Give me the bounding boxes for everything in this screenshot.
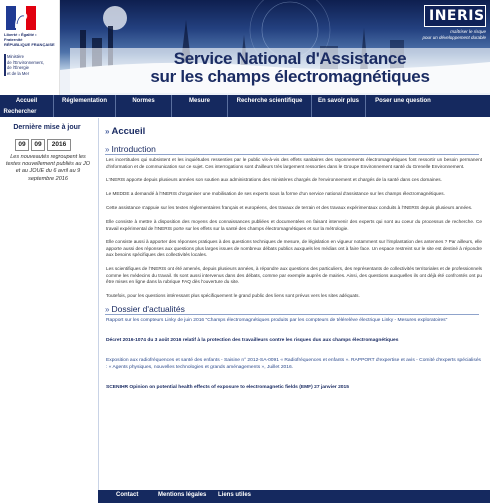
page-title-text: Accueil: [111, 126, 146, 137]
double-chevron-icon: »: [105, 127, 110, 136]
ministry-line: Ministère: [7, 54, 24, 59]
intro-paragraph: Les scientifiques de l'INERIS ont été amenés, depuis plusieurs années, à répondre aux questions des particuliers, des représentants de collectivités territoriales et de professionnels comme les médecins du travail. Ils sont aussi intervenus dans des débats, comme par exemple auprès de mairies. Ainsi, des questions auxquelles ils ont déjà été confrontés ont pu être mises en ligne dans la rubrique FAQ dès l'ouverture du site.: [106, 266, 482, 285]
ministry-line: de l'Énergie: [7, 65, 29, 70]
intro-paragraph: Elle consiste à mettre à disposition des moyens des connaissances publiées et documentées en faisant intervenir des experts qui sont au coeur du processus de recherche. Ce travail expérimental de l'INERIS porte sur les effets sur la santé des champs électromagnétiques et sur la métrologie.: [106, 219, 482, 231]
republique-name: RÉPUBLIQUE FRANÇAISE: [4, 42, 55, 47]
date-day: 09: [15, 139, 29, 151]
nav-item-recherche-scientifique[interactable]: [228, 95, 312, 117]
double-chevron-icon: »: [105, 305, 110, 314]
news-link[interactable]: Rapport sur les compteurs Linky de juin 2016 "Champs électromagnétiques produits par les compteurs de télérelève électrique Linky - Mesures exploratoires": [106, 318, 448, 323]
section-divider: [105, 154, 479, 155]
nav-label: Normes: [132, 98, 155, 104]
site-title-line: Service National d'Assistance: [173, 49, 407, 68]
footer-link-mentions-legales[interactable]: Mentions légales: [158, 492, 207, 498]
nav-item-normes[interactable]: [116, 95, 172, 117]
section-title-introduction: [105, 144, 156, 154]
section-divider: [105, 314, 479, 315]
main-nav: [0, 95, 490, 117]
tagline-line: maîtriser le risque: [450, 29, 486, 34]
main-content: [98, 118, 486, 490]
ineris-logo-text: INERIS: [429, 8, 485, 24]
section-title-text: Introduction: [111, 144, 156, 154]
nav-item-mesure[interactable]: [172, 95, 228, 117]
republique-text: [4, 32, 56, 47]
marianne-logo: [6, 6, 36, 30]
intro-paragraph: Cette assistance s'appuie sur les textes réglementaires français et européens, des travaux de terrain et des travaux expérimentaux conduits à l'INERIS depuis plusieurs années.: [106, 205, 473, 210]
last-update-text: Les nouveautés regroupent les textes nouvellement publiés au JO et au JOUE du 6 avril au 9 septembre 2016: [5, 154, 91, 182]
nav-item-en-savoir-plus[interactable]: [312, 95, 366, 117]
footer-link-liens-utiles[interactable]: Liens utiles: [218, 492, 252, 498]
nav-label: Réglementation: [61, 98, 107, 104]
footer-link-contact[interactable]: Contact: [116, 492, 139, 498]
intro-paragraph: Elle consiste aussi à apporter des réponses pratiques à des questions techniques de mesure, de législation en vigueur notamment sur l'implantation des antennes ? Par ailleurs, elle apporte aussi des réponses aux questions plus larges issues de nombreux débats publics auxquels les médias ont à faire face. Un espace restreint sur le site est destiné à répondre aux besoins spécifiques des collectivités locales.: [106, 239, 482, 258]
footer-bar: [98, 490, 490, 503]
nav-label: Accueil: [15, 98, 38, 104]
ministry-line: de l'Environnement,: [7, 59, 44, 65]
nav-item-rechercher[interactable]: [0, 106, 40, 117]
intro-paragraph: Les incertitudes qui subsistent et les inquiétudes ressenties par le public vis-à-vis des effets sanitaires des rayonnements électromagnétiques font ressortir un besoin permanent d'information et de communication sur ce sujet. Ces interrogations sont d'ailleurs très largement ressorties dans le Groupe Environnement santé du Grenelle Environnement.: [106, 157, 482, 169]
news-link[interactable]: SCENIHR Opinion on potential health effects of exposure to electromagnetic fields (EMF) 27 janvier 2015: [106, 385, 349, 390]
site-title-line: sur les champs électromagnétiques: [150, 67, 430, 86]
banner-image: [60, 0, 490, 95]
nav-label: Mesure: [188, 98, 210, 104]
section-title-text: Dossier d'actualités: [111, 304, 185, 314]
ministry-name: [7, 54, 57, 76]
site-title: [140, 50, 440, 86]
date-year: 2016: [47, 139, 71, 151]
intro-paragraph: L'INERIS apporte depuis plusieurs années son soutien aux administrations des ministères chargés de l'environnement et chargés de la santé dans ces domaines.: [106, 177, 442, 182]
nav-item-poser-question[interactable]: [366, 95, 440, 117]
ministry-accent: [4, 54, 6, 76]
news-link[interactable]: Décret 2016-1074 du 3 août 2016 relatif à la protection des travailleurs contre les risques dus aux champs électromagnétiques: [106, 338, 399, 343]
intro-paragraph: Le MEDDE a demandé à l'INERIS d'organiser une mobilisation de ses experts sous la forme d'un service national d'assistance sur les champs électromagnétiques.: [106, 191, 445, 196]
ineris-logo[interactable]: [424, 5, 486, 27]
page-title: [105, 126, 145, 137]
intro-paragraph: Toutefois, pour les questions intéressant plus spécifiquement le grand public des liens sont prévus vers les sites adéquats.: [106, 293, 360, 298]
site-banner: [0, 0, 490, 95]
ineris-tagline: [414, 29, 486, 41]
nav-label: Recherche scientifique: [236, 98, 303, 104]
last-update-title: Dernière mise à jour: [13, 124, 81, 131]
news-link[interactable]: Exposition aux radiofréquences et santé des enfants - Saisine n° 2012-SA-0091 « Radiofréquences et enfants ». RAPPORT d'expertise et avis - Comité d'experts spécialisés : « Agents physiques, nouvelles technologies et grands aménagements », Juillet 2016.: [106, 358, 481, 370]
government-block: [0, 0, 60, 95]
republique-motto: Liberté • Égalité • Fraternité: [4, 32, 37, 42]
nav-label: Poser une question: [375, 98, 431, 104]
nav-label: Rechercher: [3, 109, 37, 115]
tagline-line: pour un développement durable: [422, 35, 486, 40]
sidebar-last-update: [0, 118, 96, 503]
nav-item-reglementation[interactable]: [54, 95, 116, 117]
last-update-date: [15, 139, 85, 151]
date-month: 09: [31, 139, 45, 151]
nav-label: En savoir plus: [317, 98, 359, 104]
double-chevron-icon: »: [105, 145, 110, 154]
ministry-line: et de la Mer: [7, 70, 30, 76]
section-title-news: [105, 304, 185, 314]
